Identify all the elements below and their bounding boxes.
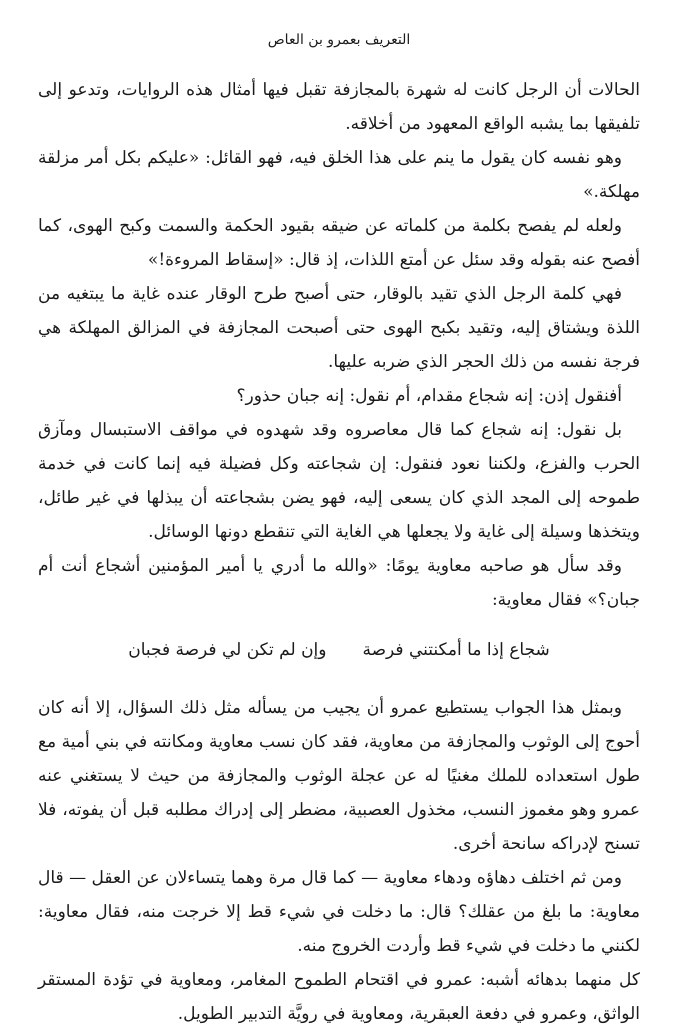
running-title: التعريف بعمرو بن العاص [267,32,411,48]
paragraph: بل نقول: إنه شجاع كما قال معاصروه وقد شهدوه في مواقف الاستبسال ومآزق الحرب والفزع، ولكننا نعود فنقول: إن شجاعته وكل فضيلة فيه إنما كانت في خدمة طموحه إلى المجد الذي كان يسعى إليه، فهو يضن بشجاعته أن يبذلها في غير طائل، ويتخذها وسيلة إلى غاية ولا يجعلها هي الغاية التي تنقطع دونها الوسائل. [38,420,640,542]
paragraph: فهي كلمة الرجل الذي تقيد بالوقار، حتى أصبح طرح الوقار عنده غاية ما يبتغيه من اللذة ويشتاق إليه، وتقيد بكبح الهوى حتى أصبحت المجازفة في المزالق المهلكة هي فرجة نفسه من ذلك الحجر الذي ضربه عليها. [38,284,640,372]
paragraph: الحالات أن الرجل كانت له شهرة بالمجازفة تقبل فيها أمثال هذه الروايات، وتدعو إلى تلفيقها بما يشبه الواقع المعهود من أخلاقه. [38,80,640,134]
paragraph: وبمثل هذا الجواب يستطيع عمرو أن يجيب من يسأله مثل ذلك السؤال، إلا أنه كان أحوج إلى الوثوب والمجازفة من معاوية، فقد كان نسب معاوية ومكانته في بني أمية مع طول استعداده للملك مغنيًا له عن عجلة الوثوب والمجازفة من حيث لا يستغني عنه عمرو وهو مغموز النسب، مخذول العصبية، مضطر إلى إدراك مطلبه قبل أن يفوته، فلا تسنح لإدراكه سانحة أخرى. [38,698,640,854]
verse-first-hemistich: شجاع إذا ما أمكنتني فرصة [362,640,550,660]
poem-verse [38,633,640,667]
body-text [38,73,640,1031]
verse-second-hemistich: وإن لم تكن لي فرصة فجبان [128,640,327,660]
paragraph: وقد سأل هو صاحبه معاوية يومًا: «والله ما أدري يا أمير المؤمنين أشجاع أنت أم جبان؟» فقال معاوية: [38,556,640,610]
paragraph: ولعله لم يفصح بكلمة من كلماته عن ضيقه بقيود الحكمة والسمت وكبح الهوى، كما أفصح عنه بقوله وقد سئل عن أمتع اللذات، إذ قال: «إسقاط المروءة!» [38,216,640,270]
paragraph: أفنقول إذن: إنه شجاع مقدام، أم نقول: إنه جبان حذور؟ [236,386,622,406]
paragraph: كل منهما بدهائه أشبه: عمرو في اقتحام الطموح المغامر، ومعاوية في تؤدة المستقر الواثق، وعمرو في دفعة العبقرية، ومعاوية في رويَّة التدبير الطويل. [38,970,640,1024]
paragraph: ومن ثم اختلف دهاؤه ودهاء معاوية — كما قال مرة وهما يتساءلان عن العقل — قال معاوية: ما بلغ من عقلك؟ قال: ما دخلت في شيء قط إلا خرجت منه، فقال معاوية: لكنني ما دخلت في شيء قط وأردت الخروج منه. [38,868,640,956]
paragraph: وهو نفسه كان يقول ما ينم على هذا الخلق فيه، فهو القائل: «عليكم بكل أمر مزلقة مهلكة.» [38,148,640,202]
